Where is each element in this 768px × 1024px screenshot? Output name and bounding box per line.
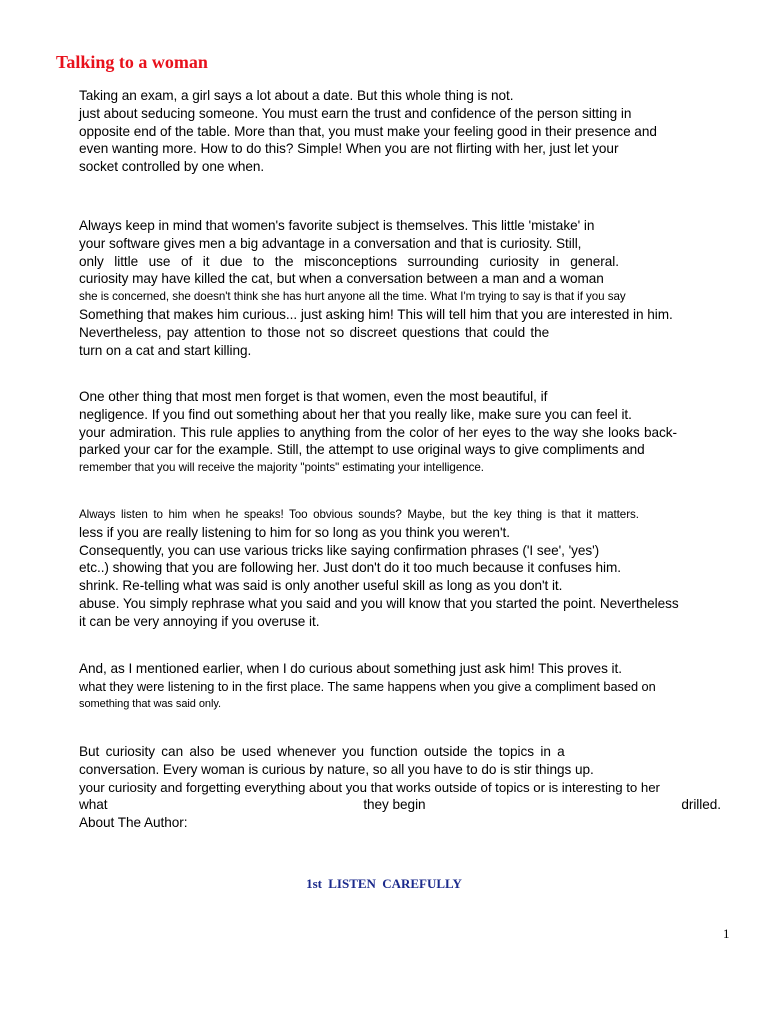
paragraph-5 <box>79 660 727 713</box>
paragraph-line-justified <box>79 796 721 814</box>
paragraph-line: Always keep in mind that women's favorite subject is themselves. This little 'mistake' in <box>79 218 595 233</box>
paragraph-line: One other thing that most men forget is that women, even the most beautiful, if <box>79 389 548 404</box>
paragraph-line: turn on a cat and start killing. <box>79 342 252 358</box>
paragraph-line: remember that you will receive the majority "points" estimating your intelligence. <box>79 461 484 475</box>
paragraph-6 <box>79 743 727 832</box>
paragraph-line: But curiosity can also be used whenever you function outside the topics in a <box>79 744 565 759</box>
paragraph-line: your software gives men a big advantage in a conversation and that is curiosity. Still, <box>79 235 582 251</box>
paragraph-line: it can be very annoying if you overuse it. <box>79 613 320 629</box>
paragraph-line: what they were listening to in the first place. The same happens when you give a compliment based on <box>79 678 656 694</box>
paragraph-line: even wanting more. How to do this? Simple! When you are not flirting with her, just let your <box>79 141 619 157</box>
paragraph-line: something that was said only. <box>79 697 222 710</box>
paragraph-line: just about seducing someone. You must earn the trust and confidence of the person sitting in <box>79 105 632 121</box>
paragraph-1 <box>79 87 727 176</box>
paragraph-line: Taking an exam, a girl says a lot about a date. But this whole thing is not. <box>79 88 514 103</box>
paragraph-line: Nevertheless, pay attention to those not so discreet questions that could the <box>79 324 550 340</box>
paragraph-line: only little use of it due to the misconceptions surrounding curiosity in general. <box>79 253 619 269</box>
paragraph-line: conversation. Every woman is curious by nature, so all you have to do is stir things up. <box>79 761 594 777</box>
paragraph-line: And, as I mentioned earlier, when I do curious about something just ask him! This proves it. <box>79 661 622 676</box>
paragraph-line: negligence. If you find out something about her that you really like, make sure you can feel it. <box>79 406 632 422</box>
paragraph-line: curiosity may have killed the cat, but when a conversation between a man and a woman <box>79 271 604 287</box>
paragraph-line: opposite end of the table. More than that, you must make your feeling good in their presence and <box>79 123 657 139</box>
paragraph-3 <box>79 388 727 477</box>
paragraph-line: your curiosity and forgetting everything about you that works outside of topics or is interesting to her <box>79 779 660 795</box>
paragraph-2 <box>79 217 727 359</box>
page-number: 1 <box>723 926 730 941</box>
paragraph-line: less if you are really listening to him for so long as you think you weren't. <box>79 524 510 540</box>
paragraph-line: she is concerned, she doesn't think she has hurt anyone all the time. What I'm trying to say is that if you say <box>79 290 626 304</box>
paragraph-line: shrink. Re-telling what was said is only another useful skill as long as you don't it. <box>79 578 563 594</box>
paragraph-line: Consequently, you can use various tricks like saying confirmation phrases ('I see', 'yes') <box>79 542 600 558</box>
paragraph-line: Always listen to him when he speaks! Too obvious sounds? Maybe, but the key thing is that it matters. <box>79 508 639 521</box>
paragraph-line: parked your car for the example. Still, the attempt to use original ways to give compliments and <box>79 442 645 458</box>
paragraph-line: Something that makes him curious... just asking him! This will tell him that you are interested in him. <box>79 306 673 322</box>
paragraph-line: your admiration. This rule applies to anything from the color of her eyes to the way she looks back- <box>79 424 677 440</box>
paragraph-word: what <box>79 797 108 813</box>
section-heading: 1st LISTEN CAREFULLY <box>306 876 462 891</box>
paragraph-line: socket controlled by one when. <box>79 159 265 175</box>
paragraph-word: drilled. <box>681 797 721 813</box>
paragraph-line: etc..) showing that you are following her. Just don't do it too much because it confuses him. <box>79 560 621 576</box>
paragraph-line: About The Author: <box>79 815 188 831</box>
paragraph-word: they begin <box>363 797 426 813</box>
paragraph-line-justified <box>79 253 727 271</box>
page-title: Talking to a woman <box>56 52 208 72</box>
paragraph-line: abuse. You simply rephrase what you said and you will know that you started the point. Nevertheless <box>79 595 679 611</box>
paragraph-4 <box>79 506 727 631</box>
